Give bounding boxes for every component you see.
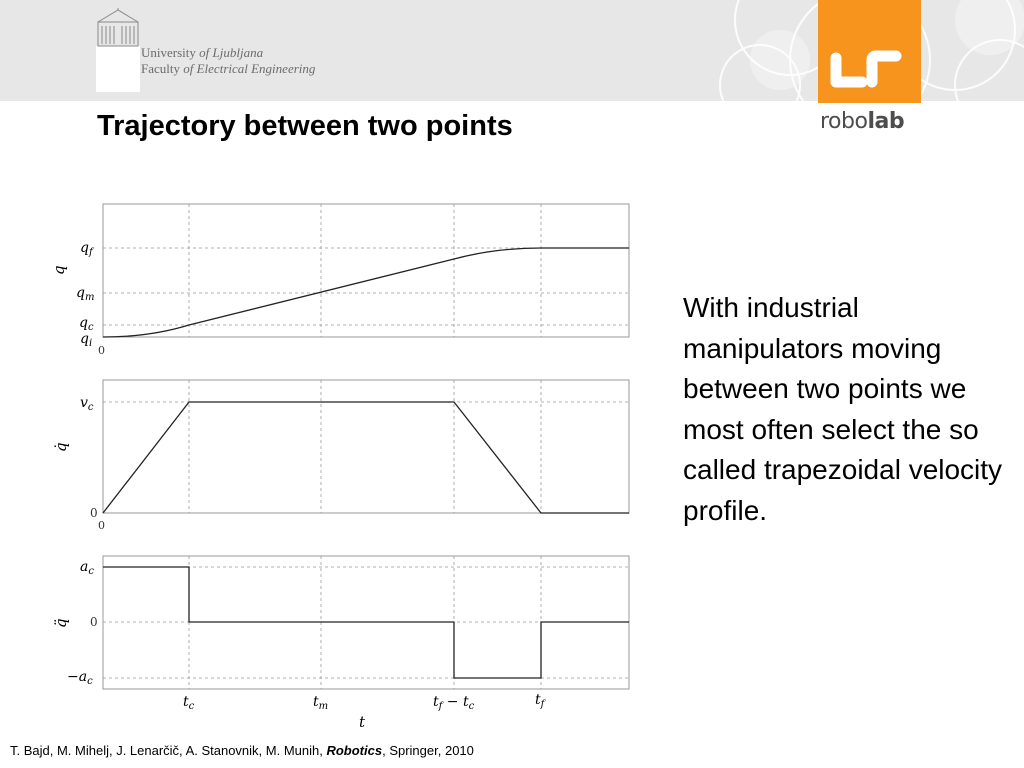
acceleration-tick-zero: 0 [90, 615, 98, 629]
citation-authors: T. Bajd, M. Mihelj, J. Lenarčič, A. Stanovnik, M. Munih, [10, 743, 327, 758]
x-tick-tf: $t_f$ [535, 692, 545, 710]
x-axis-label: t [359, 713, 366, 731]
citation [10, 743, 474, 758]
x-tick-tc: $t_c$ [183, 694, 195, 712]
acceleration-y-label: q̈ [52, 618, 70, 628]
velocity-y-label: q̇ [52, 442, 70, 452]
robolab-name-a: robo [820, 109, 868, 134]
acceleration-panel [52, 556, 629, 689]
velocity-tick-vc: $v_c$ [80, 395, 94, 413]
position-tick-qc: $q_c$ [79, 315, 94, 333]
university-line2-b: of Electrical Engineering [183, 61, 316, 76]
x-tick-tf-minus-tc: $t_f - t_c$ [433, 694, 475, 712]
robolab-name-b: lab [867, 109, 905, 134]
x-axis-ticks [183, 692, 547, 712]
slide-title: Trajectory between two points [97, 110, 513, 142]
acceleration-tick-ac: $a_c$ [80, 559, 94, 577]
x-tick-tm: $t_m$ [313, 694, 329, 712]
acceleration-tick-neg-ac: $-a_c$ [67, 669, 93, 687]
citation-publisher: , Springer, 2010 [382, 743, 474, 758]
university-line1-a: University [141, 45, 196, 60]
position-tick-qm: $q_m$ [76, 285, 95, 303]
velocity-tick-zero: 0 [90, 506, 98, 520]
position-y-label: q [50, 265, 68, 275]
position-panel [50, 204, 629, 357]
university-line2-a: Faculty [141, 61, 180, 76]
university-line1-b: of Ljubljana [199, 45, 264, 60]
position-tick-qi: $q_i$ [80, 331, 93, 349]
position-tick-qf: $q_f$ [80, 240, 93, 258]
position-origin: 0 [98, 344, 105, 357]
velocity-panel [52, 380, 629, 532]
velocity-origin: 0 [98, 519, 105, 532]
citation-title: Robotics [326, 743, 383, 758]
slide-body-text: With industrial manipulators moving between two points we most often select the so called trapezoidal velocity profile. [683, 292, 1003, 526]
